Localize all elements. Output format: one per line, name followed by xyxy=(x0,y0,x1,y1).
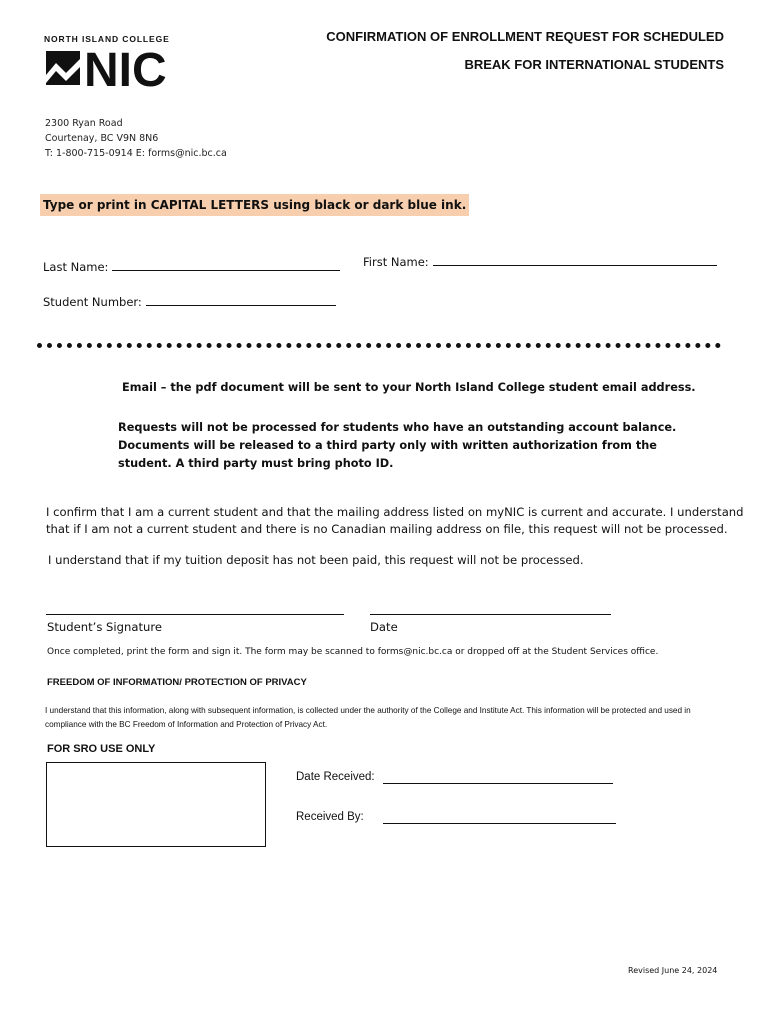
student-signature-line[interactable] xyxy=(46,614,344,615)
email-notice: Email – the pdf document will be sent to your North Island College student email address. xyxy=(122,381,696,394)
sro-heading: FOR SRO USE ONLY xyxy=(47,743,156,755)
requests-notice xyxy=(118,419,676,473)
revision-date: Revised June 24, 2024 xyxy=(628,966,718,975)
date-received-label: Date Received: xyxy=(296,771,375,783)
date-signature-line[interactable] xyxy=(370,614,611,615)
received-by-line[interactable] xyxy=(383,823,616,824)
requests-notice-line-3: student. A third party must bring photo ID. xyxy=(118,457,394,470)
sro-stamp-box[interactable] xyxy=(46,762,266,847)
confirmation-line-1: I confirm that I am a current student and that the mailing address listed on myNIC is current and accurate. I understand xyxy=(46,505,744,519)
address-contact: T: 1-800-715-0914 E: forms@nic.bc.ca xyxy=(45,148,227,159)
foi-line-2: compliance with the BC Freedom of Information and Protection of Privacy Act. xyxy=(45,720,328,729)
foi-line-1: I understand that this information, along with subsequent information, is collected under the authority of the College and Institute Act. This information will be protected and used in xyxy=(45,706,691,715)
first-name-label: First Name: xyxy=(363,255,429,269)
confirmation-statement xyxy=(46,504,744,538)
submission-instructions: Once completed, print the form and sign it. The form may be scanned to forms@nic.bc.ca or dropped off at the Student Services office. xyxy=(47,647,659,657)
college-name-logo-text: NORTH ISLAND COLLEGE xyxy=(44,34,170,44)
requests-notice-line-2: Documents will be released to a third party only with written authorization from the xyxy=(118,439,657,452)
ink-instruction: Type or print in CAPITAL LETTERS using black or dark blue ink. xyxy=(40,194,469,216)
nic-logo xyxy=(44,45,176,91)
nic-logo-mark-icon xyxy=(44,45,176,91)
address-city: Courtenay, BC V9N 8N6 xyxy=(45,133,159,144)
student-signature-label: Student’s Signature xyxy=(47,620,162,634)
date-received-line[interactable] xyxy=(383,783,613,784)
student-number-field[interactable] xyxy=(43,294,336,309)
last-name-field[interactable] xyxy=(43,259,340,274)
foi-heading: FREEDOM OF INFORMATION/ PROTECTION OF PRIVACY xyxy=(47,677,307,688)
form-title-line-1: CONFIRMATION OF ENROLLMENT REQUEST FOR SCHEDULED xyxy=(326,29,724,44)
nic-logo-text: NIC xyxy=(84,45,167,91)
address-street: 2300 Ryan Road xyxy=(45,118,123,129)
dotted-divider xyxy=(37,343,721,348)
last-name-label: Last Name: xyxy=(43,260,109,274)
tuition-statement: I understand that if my tuition deposit has not been paid, this request will not be processed. xyxy=(48,553,584,567)
first-name-field[interactable] xyxy=(363,254,717,269)
college-address xyxy=(45,116,227,161)
confirmation-line-2: that if I am not a current student and there is no Canadian mailing address on file, this request will not be processed. xyxy=(46,522,728,536)
student-number-blank[interactable] xyxy=(146,294,336,306)
form-title-line-2: BREAK FOR INTERNATIONAL STUDENTS xyxy=(464,57,724,72)
student-number-label: Student Number: xyxy=(43,295,142,309)
last-name-blank[interactable] xyxy=(112,259,340,271)
first-name-blank[interactable] xyxy=(433,254,717,266)
received-by-label: Received By: xyxy=(296,811,364,823)
foi-statement xyxy=(45,704,725,732)
requests-notice-line-1: Requests will not be processed for students who have an outstanding account balance. xyxy=(118,421,677,434)
date-label: Date xyxy=(370,620,398,634)
